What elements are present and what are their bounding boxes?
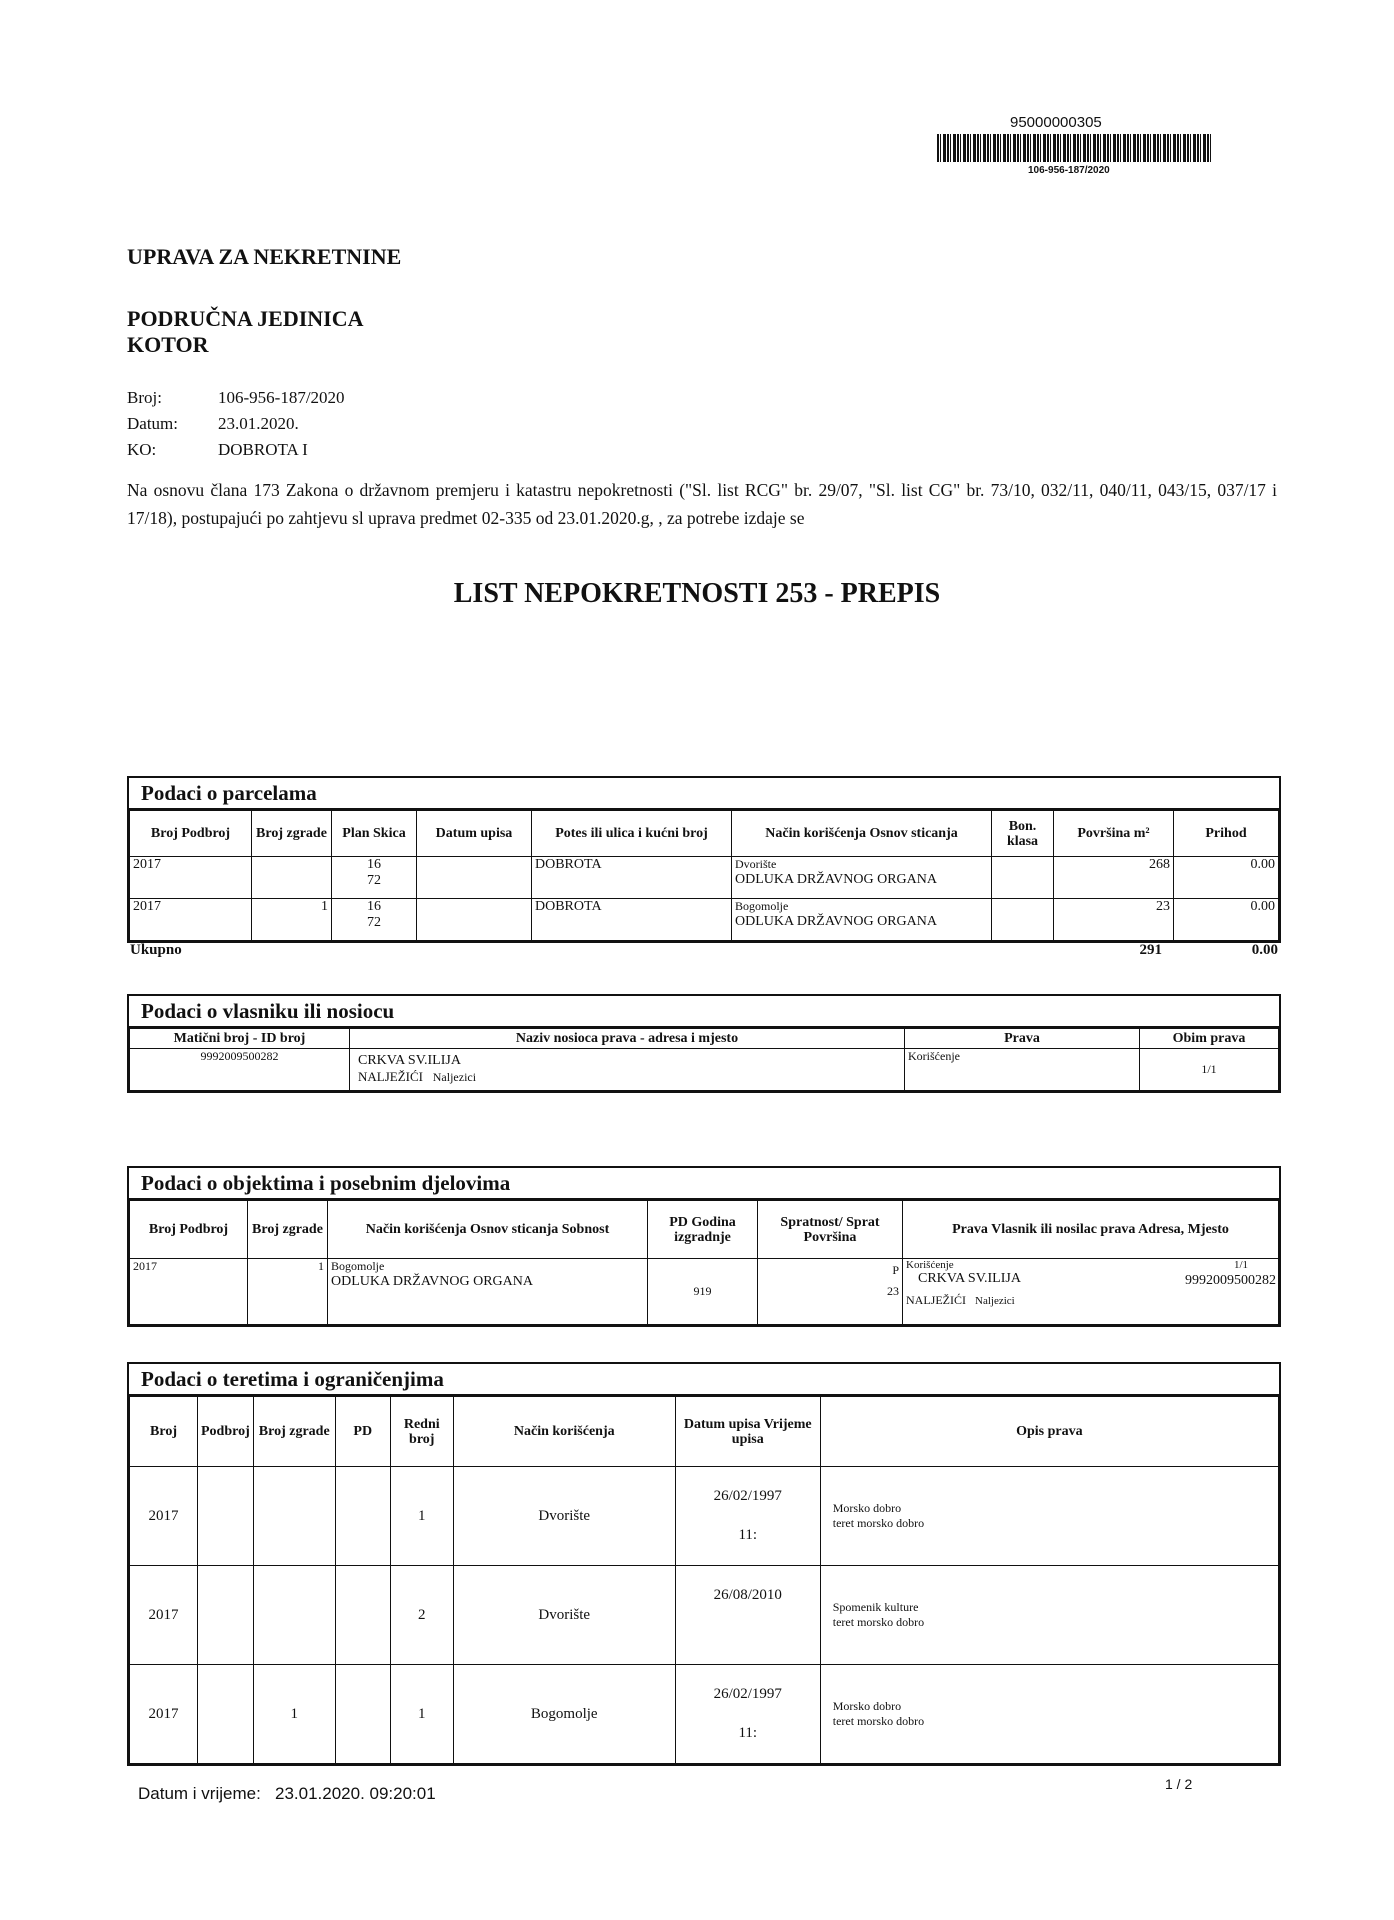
table-row: [130, 1467, 1279, 1566]
col-datum-vrijeme: Datum upisa Vrijeme upisa: [675, 1397, 820, 1467]
cell-nacin: [732, 857, 992, 899]
col-datum-upisa: Datum upisa: [417, 811, 532, 857]
document-title: LIST NEPOKRETNOSTI 253 - PREPIS: [453, 578, 941, 609]
col-naziv-nosioca: Naziv nosioca prava - adresa i mjesto: [350, 1029, 905, 1049]
cell-zgrada: 1: [252, 899, 332, 941]
datum-value: 26/02/1997: [713, 1686, 782, 1702]
col-opis-prava: Opis prava: [820, 1397, 1278, 1467]
col-broj-zgrade: Broj zgrade: [248, 1201, 328, 1259]
col-plan-skica: Plan Skica: [332, 811, 417, 857]
col-pd-godina: PD Godina izgradnje: [648, 1201, 758, 1259]
col-prava: Prava Vlasnik ili nosilac prava Adresa, Mjesto: [903, 1201, 1279, 1259]
vrijeme-value: 11:: [738, 1725, 758, 1741]
col-redni-broj: Redni broj: [390, 1397, 453, 1467]
parcels-section: [127, 776, 1281, 943]
cell-pd: [335, 1467, 390, 1566]
vrijeme-value: 11:: [738, 1527, 758, 1543]
cell-prava: Korišćenje: [905, 1049, 1140, 1091]
cell-podbroj: [198, 1467, 254, 1566]
col-pd: PD: [335, 1397, 390, 1467]
cell-naziv: [350, 1049, 905, 1091]
opis-title: Morsko dobro: [832, 1699, 902, 1713]
cell-povrsina: 268: [1054, 857, 1174, 899]
cell-prihod: 0.00: [1174, 899, 1279, 941]
cell-godina: 919: [648, 1259, 758, 1325]
owner-name: CRKVA SV.ILIJA: [358, 1053, 461, 1068]
cell-nacin: [328, 1259, 648, 1325]
cell-potes: DOBROTA: [532, 857, 732, 899]
broj-label: Broj:: [127, 388, 162, 407]
cell-prihod: 0.00: [1174, 857, 1279, 899]
cell-datum: [417, 857, 532, 899]
opis-title: Morsko dobro: [832, 1501, 902, 1515]
holder-name: CRKVA SV.ILIJA: [918, 1271, 1021, 1286]
ko-value: DOBROTA I: [218, 440, 308, 459]
cell-spratnost: [758, 1259, 903, 1325]
cell-redni: 2: [390, 1566, 453, 1665]
cell-bon: [992, 857, 1054, 899]
cell-zgrada: 1: [253, 1665, 335, 1764]
cell-opis: [820, 1467, 1278, 1566]
owner-place: Naljezici: [432, 1070, 477, 1084]
cell-broj: 2017: [130, 1467, 198, 1566]
buildings-table: [129, 1200, 1279, 1325]
col-podbroj: Podbroj: [198, 1397, 254, 1467]
skica-value: 72: [367, 873, 381, 888]
owner-address: NALJEŽIĆI: [358, 1069, 423, 1084]
col-nacin-koriscenja: Način korišćenja: [453, 1397, 675, 1467]
right-share: 1/1: [1233, 1259, 1248, 1271]
cell-broj: 2017: [130, 857, 252, 899]
table-row: [130, 1665, 1279, 1764]
cell-datum: [675, 1665, 820, 1764]
total-prihod: 0.00: [1251, 942, 1278, 958]
vrijeme-value: [679, 1604, 817, 1644]
opis-detail: teret morsko dobro: [832, 1615, 925, 1629]
cell-zgrada: [252, 857, 332, 899]
document-meta: [127, 385, 345, 463]
col-prihod: Prihod: [1174, 811, 1279, 857]
right-type: Korišćenje: [906, 1259, 954, 1271]
col-spratnost: Spratnost/ Sprat Površina: [758, 1201, 903, 1259]
opis-title: Spomenik kulture: [832, 1600, 919, 1614]
col-nacin-koriscenja: Način korišćenja Osnov sticanja: [732, 811, 992, 857]
skica-value: 72: [367, 915, 381, 930]
total-povrsina: 291: [1139, 942, 1162, 958]
col-broj-podbroj: Broj Podbroj: [130, 811, 252, 857]
osnov-value: ODLUKA DRŽAVNOG ORGANA: [735, 914, 937, 929]
page-number: 1 / 2: [1165, 1776, 1193, 1792]
cell-prava-vlasnik: [903, 1259, 1279, 1325]
cell-broj: 2017: [130, 899, 252, 941]
cell-redni: 1: [390, 1665, 453, 1764]
encumbrances-section: [127, 1362, 1281, 1766]
owner-section: [127, 994, 1281, 1093]
cell-opis: [820, 1566, 1278, 1665]
cell-plan-skica: [332, 899, 417, 941]
datum-value: 26/02/1997: [713, 1488, 782, 1504]
cell-broj: 2017: [130, 1259, 248, 1325]
datum-value: 26/08/2010: [713, 1586, 782, 1603]
col-bon-klasa: Bon. klasa: [992, 811, 1054, 857]
col-broj-zgrade: Broj zgrade: [252, 811, 332, 857]
datum-label: Datum:: [127, 414, 178, 433]
intro-paragraph: Na osnovu člana 173 Zakona o državnom premjeru i katastru nepokretnosti ("Sl. list RCG" br. 29/07, "Sl. list CG" br. 73/10, 032/11, 040/11, 043/15, 037/17 i 17/18), postupajući po zahtjevu sl uprava predmet 02-335 od 23.01.2020.g, , za potrebe izdaje se: [127, 480, 1277, 528]
nacin-value: Dvorište: [735, 857, 777, 871]
col-prava: Prava: [905, 1029, 1140, 1049]
unit-line-2: KOTOR: [127, 332, 209, 357]
col-maticni-broj: Matični broj - ID broj: [130, 1029, 350, 1049]
cell-zgrada: [253, 1467, 335, 1566]
encumbrances-section-title: Podaci o teretima i ograničenjima: [129, 1364, 1279, 1396]
table-row: [130, 1259, 1279, 1325]
col-broj: Broj: [130, 1397, 198, 1467]
cell-nacin: Bogomolje: [453, 1665, 675, 1764]
opis-detail: teret morsko dobro: [832, 1714, 925, 1728]
cell-opis: [820, 1665, 1278, 1764]
spratnost-value: P: [892, 1263, 899, 1277]
cell-redni: 1: [390, 1467, 453, 1566]
parcels-table: [129, 810, 1279, 941]
organization-name: UPRAVA ZA NEKRETNINE: [127, 244, 402, 269]
cell-broj: 2017: [130, 1665, 198, 1764]
cell-podbroj: [198, 1566, 254, 1665]
parcels-total: [129, 938, 1279, 960]
unit-line-1: PODRUČNA JEDINICA: [127, 306, 364, 331]
col-broj-zgrade: Broj zgrade: [253, 1397, 335, 1467]
nacin-value: Bogomolje: [331, 1259, 385, 1273]
parcels-section-title: Podaci o parcelama: [129, 778, 1279, 810]
encumbrances-table: [129, 1396, 1279, 1764]
barcode-reference: 106-956-187/2020: [1028, 165, 1110, 176]
footer-datetime: [138, 1784, 436, 1804]
barcode-image: [937, 134, 1212, 162]
col-potes: Potes ili ulica i kućni broj: [532, 811, 732, 857]
holder-place: Naljezici: [975, 1295, 1015, 1307]
cell-plan-skica: [332, 857, 417, 899]
col-obim-prava: Obim prava: [1140, 1029, 1279, 1049]
barcode-number: 95000000305: [1010, 114, 1102, 131]
col-nacin-koriscenja: Način korišćenja Osnov sticanja Sobnost: [328, 1201, 648, 1259]
table-row: [130, 1566, 1279, 1665]
col-povrsina: Površina m²: [1054, 811, 1174, 857]
broj-value: 106-956-187/2020: [218, 388, 345, 407]
cell-nacin: [732, 899, 992, 941]
cell-datum: [675, 1467, 820, 1566]
cell-potes: DOBROTA: [532, 899, 732, 941]
opis-detail: teret morsko dobro: [832, 1516, 925, 1530]
cell-zgrada: [253, 1566, 335, 1665]
cell-pd: [335, 1665, 390, 1764]
footer-datetime-value: 23.01.2020. 09:20:01: [274, 1784, 436, 1803]
cell-podbroj: [198, 1665, 254, 1764]
footer-datetime-label: Datum i vrijeme:: [138, 1784, 261, 1803]
osnov-value: ODLUKA DRŽAVNOG ORGANA: [735, 872, 937, 887]
organization-unit: [127, 306, 364, 358]
povrsina-value: 23: [887, 1284, 899, 1298]
cell-pd: [335, 1566, 390, 1665]
cell-id: 9992009500282: [130, 1049, 350, 1091]
ko-label: KO:: [127, 440, 157, 459]
table-row: [130, 857, 1279, 899]
table-row: [130, 1049, 1279, 1091]
cell-broj: 2017: [130, 1566, 198, 1665]
nacin-value: Bogomolje: [735, 899, 789, 913]
table-row: [130, 899, 1279, 941]
buildings-section: [127, 1166, 1281, 1327]
cell-nacin: Dvorište: [453, 1467, 675, 1566]
plan-value: 16: [367, 899, 381, 914]
holder-address: NALJEŽIĆI: [906, 1293, 966, 1307]
owner-table: [129, 1028, 1279, 1091]
cell-bon: [992, 899, 1054, 941]
cell-datum: [675, 1566, 820, 1665]
owner-section-title: Podaci o vlasniku ili nosiocu: [129, 996, 1279, 1028]
cell-obim: 1/1: [1140, 1049, 1279, 1091]
holder-id: 9992009500282: [1185, 1273, 1276, 1288]
plan-value: 16: [367, 857, 381, 872]
cell-datum: [417, 899, 532, 941]
cell-povrsina: 23: [1054, 899, 1174, 941]
buildings-section-title: Podaci o objektima i posebnim djelovima: [129, 1168, 1279, 1200]
cell-zgrada: 1: [248, 1259, 328, 1325]
osnov-value: ODLUKA DRŽAVNOG ORGANA: [331, 1274, 533, 1289]
col-broj-podbroj: Broj Podbroj: [130, 1201, 248, 1259]
datum-value: 23.01.2020.: [218, 414, 299, 433]
cell-nacin: Dvorište: [453, 1566, 675, 1665]
total-label: Ukupno: [130, 942, 182, 958]
